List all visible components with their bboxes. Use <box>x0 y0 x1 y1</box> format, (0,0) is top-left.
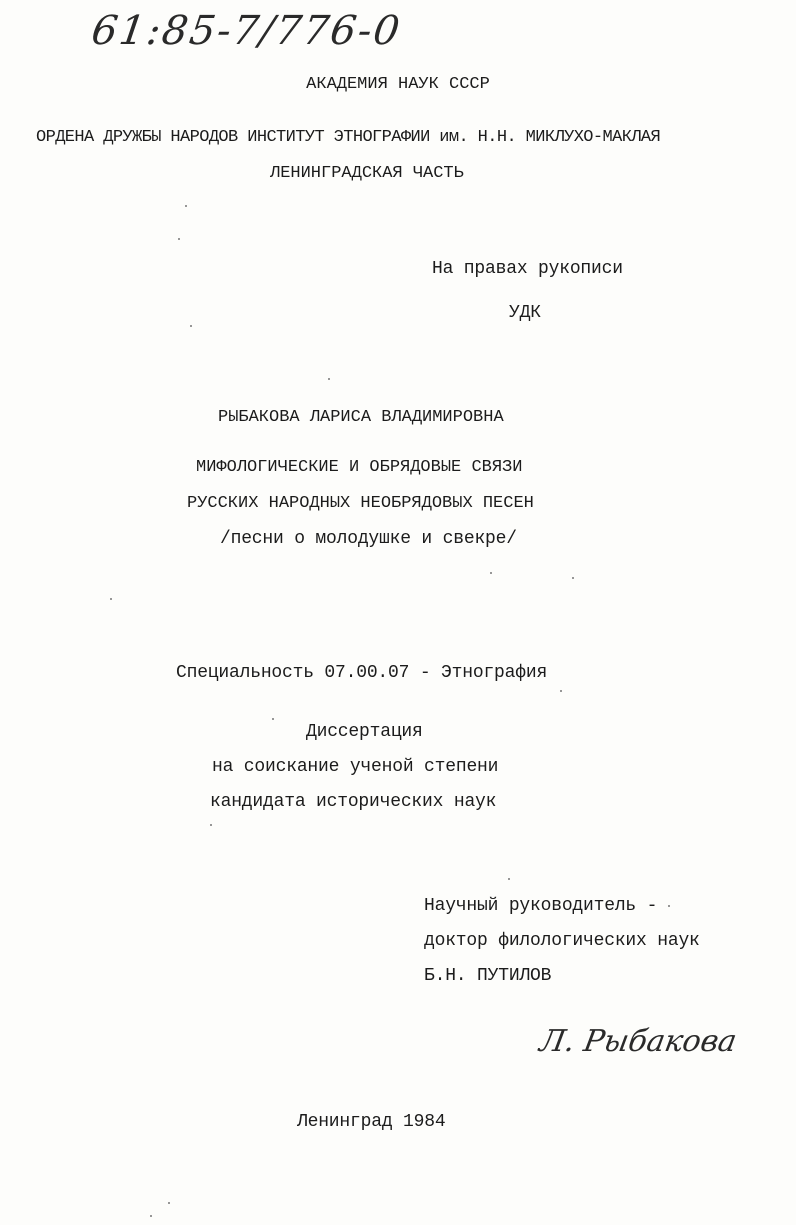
author-signature: Л. Рыбакова <box>536 1024 740 1059</box>
scan-speck <box>572 577 574 579</box>
manuscript-rights: На правах рукописи <box>432 259 623 279</box>
scan-speck <box>272 718 274 720</box>
author-name: РЫБАКОВА ЛАРИСА ВЛАДИМИРОВНА <box>218 408 504 427</box>
academy-heading: АКАДЕМИЯ НАУК СССР <box>306 75 490 94</box>
scan-speck <box>328 378 330 380</box>
supervisor-name: Б.Н. ПУТИЛОВ <box>424 966 552 986</box>
scan-speck <box>190 325 192 327</box>
scan-speck <box>490 572 492 574</box>
supervisor-degree: доктор филологических наук <box>424 931 700 951</box>
supervisor-label: Научный руководитель - <box>424 896 658 916</box>
scan-speck <box>150 1215 152 1217</box>
scan-speck <box>110 598 112 600</box>
title-subtitle: /песни о молодушке и свекре/ <box>220 529 517 549</box>
archive-code-handwritten: 61:85-7/776-0 <box>88 8 405 54</box>
dissertation-label: Диссертация <box>306 722 423 742</box>
scan-speck <box>668 905 670 907</box>
institute-heading: ОРДЕНА ДРУЖБЫ НАРОДОВ ИНСТИТУТ ЭТНОГРАФИИ им. Н.Н. МИКЛУХО-МАКЛАЯ <box>36 128 661 147</box>
scan-speck <box>210 824 212 826</box>
scan-speck <box>185 205 187 207</box>
scan-speck <box>560 690 562 692</box>
title-line-2: РУССКИХ НАРОДНЫХ НЕОБРЯДОВЫХ ПЕСЕН <box>187 494 534 513</box>
candidate-line: кандидата исторических наук <box>210 792 497 812</box>
degree-line: на соискание ученой степени <box>212 757 499 777</box>
place-and-year: Ленинград 1984 <box>297 1112 446 1132</box>
udc-label: УДК <box>509 303 541 323</box>
branch-heading: ЛЕНИНГРАДСКАЯ ЧАСТЬ <box>270 164 464 183</box>
speciality-line: Специальность 07.00.07 - Этнография <box>176 663 548 683</box>
scan-speck <box>178 238 180 240</box>
scan-speck <box>508 878 510 880</box>
scan-speck <box>168 1202 170 1204</box>
title-line-1: МИФОЛОГИЧЕСКИЕ И ОБРЯДОВЫЕ СВЯЗИ <box>196 458 523 477</box>
